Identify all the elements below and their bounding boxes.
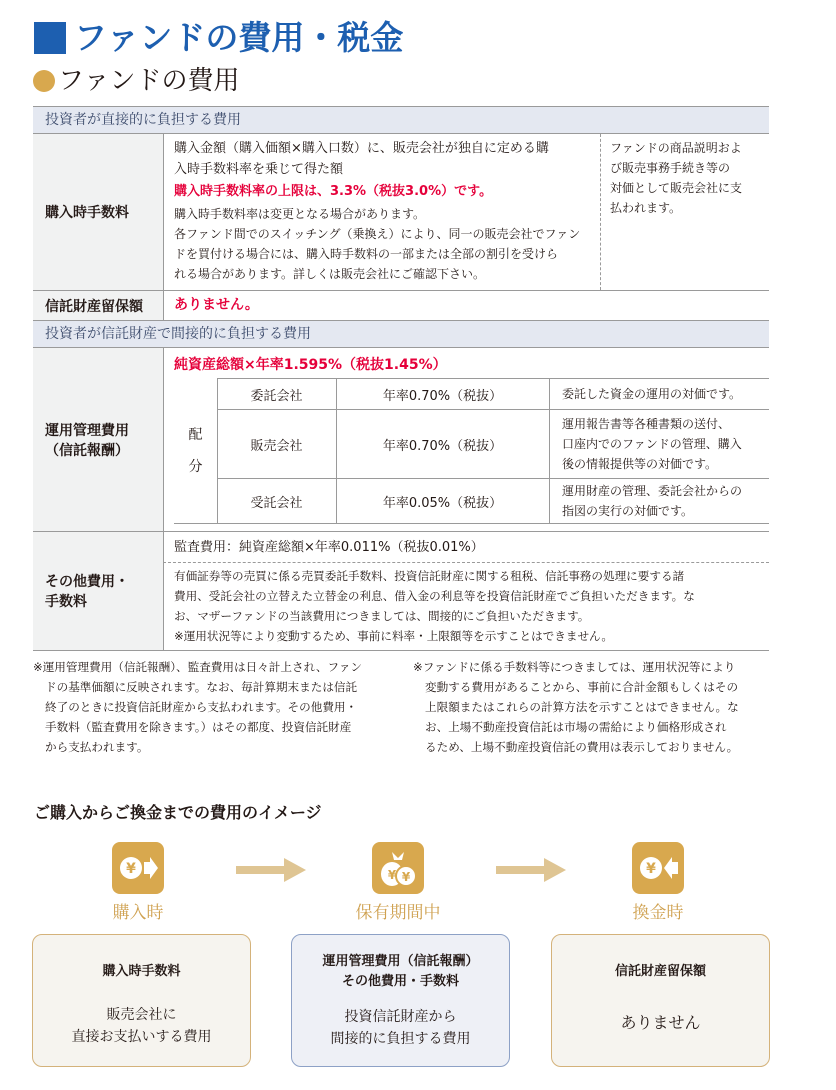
card-title: その他費用・手数料 [341,974,459,989]
footnote-right [413,657,773,757]
footnote-line: 手数料（監査費用を除きます。）はその都度、投資信託財産 [45,720,352,734]
table-border [163,134,164,290]
purchase-line: 購入金額（購入価額×購入口数）に、販売会社が独自に定める購 [174,141,549,156]
allocation-rate: 年率0.70%（税抜） [382,388,503,404]
side-note-line: 払われます。 [610,201,682,215]
purchase-line: 入時手数料率を乗じて得た額 [174,162,344,177]
allocation-label [174,378,217,523]
table-border [163,532,164,650]
allocation-party: 委託会社 [250,388,303,404]
allocation-party: 受託会社 [250,495,303,511]
card-title: 運用管理費用（信託報酬） [322,954,479,969]
management-fee-total: 純資産総額×年率1.595%（税抜1.45%） [174,357,447,373]
allocation-label-char: 配 [188,426,203,443]
direct-cost-band: 投資者が直接的に負担する費用 [33,107,769,133]
other-fees-line: お、マザーファンドの当該費用につきましては、間接的にご負担いただきます。 [174,609,590,623]
footnote-left [33,657,403,757]
purchase-fee-side-note [610,138,770,218]
retention-label: 信託財産留保額 [33,291,163,320]
other-fees-line: 有価証券等の売買に係る売買委託手数料、投資信託財産に関する租税、信託事務の処理に要する諸 [174,569,685,583]
other-fees-label-line: 手数料 [45,594,87,610]
subtitle-dot-marker [33,70,55,92]
footnote-line: から支払われます。 [45,740,149,754]
allocation-desc-line: 運用財産の管理、委託会社からの [562,484,743,498]
card-title: 購入時手数料 [102,964,181,979]
card-body-line: 間接的に負担する費用 [330,1031,471,1047]
footnote-line: ドの基準価額に反映されます。なお、毎計算期末または信託 [45,680,358,694]
svg-text:¥: ¥ [646,861,656,877]
footnote-line: 終了のときに投資信託財産から支払われます。その他費用・ [45,700,358,714]
management-fee-label-line: （信託報酬） [45,442,129,459]
allocation-party: 販売会社 [250,438,303,454]
page-title: ファンドの費用・税金 [74,18,404,57]
footnote-line: 上限額またはこれらの計算方法を示すことはできません。な [425,700,739,714]
other-fees-line: 費用、受託会社の立替えた立替金の利息、借入金の利息等を投資信託財産でご負担いただきます。な [174,589,695,603]
other-fees-description [174,566,769,646]
footnote-line: るため、上場不動産投資信託の費用は表示しておりません。 [425,740,739,754]
card-purchase [32,934,251,1067]
stage-label-holding: 保有期間中 [355,903,441,923]
side-note-line: び販売事務手続き等の [610,161,731,175]
allocation-desc [562,379,741,409]
footnote-line: お、上場不動産投資信託は市場の需給により価格形成され [425,720,727,734]
table-border [163,348,164,531]
allocation-desc-line: 委託した資金の運用の対価です。 [562,387,742,401]
arrow-right-icon [496,858,566,882]
cost-image-title: ご購入からご換金までの費用のイメージ [34,803,322,822]
money-bag-icon [372,842,424,894]
allocation-desc-line: 後の情報提供等の対価です。 [562,457,718,471]
indirect-cost-band: 投資者が信託財産で間接的に負担する費用 [33,321,769,347]
audit-fee: 監査費用：純資産総額×年率0.011%（税抜0.01%） [174,540,484,555]
table-border [600,134,601,290]
retention-value: ありません。 [174,297,259,313]
card-redemption [551,934,770,1067]
allocation-desc-line: 運用報告書等各種書類の送付、 [562,417,731,431]
other-fees-line: ※運用状況等により変動するため、事前に料率・上限額等を示すことはできません。 [174,629,613,643]
purchase-fee-label: 購入時手数料 [33,134,163,290]
management-fee-label [33,348,163,531]
side-note-line: ファンドの商品説明およ [610,141,742,155]
card-body-line: 直接お支払いする費用 [71,1029,212,1045]
table-border [33,650,769,651]
card-body-line: 投資信託財産から [344,1009,457,1025]
allocation-rate: 年率0.05%（税抜） [382,495,503,511]
other-fees-label [33,532,163,650]
card-title: 信託財産留保額 [614,964,706,979]
purchase-note: 各ファンド間でのスイッチング（乗換え）により、同一の販売会社でファン [174,227,581,241]
card-holding [291,934,510,1067]
section-subtitle: ファンドの費用 [58,66,240,96]
allocation-desc-line: 口座内でのファンドの管理、購入 [562,437,742,451]
management-fee-label-line: 運用管理費用 [45,422,129,439]
allocation-desc [562,410,742,478]
table-border [163,291,164,320]
table-border [174,523,769,524]
yen-arrow-out-icon [632,842,684,894]
svg-text:¥: ¥ [126,861,136,877]
svg-text:¥: ¥ [387,868,397,882]
footnote-line: ※運用管理費用（信託報酬）、監査費用は日々計上され、ファン [33,660,363,674]
stage-label-purchase: 購入時 [112,903,164,923]
footnote-line: 変動する費用があることから、事前に合計金額もしくはその [425,680,739,694]
allocation-label-char: 分 [188,458,203,475]
other-fees-label-line: その他費用・ [45,574,129,590]
side-note-line: 対価として販売会社に支 [610,181,743,195]
table-border [549,378,550,523]
yen-arrow-in-icon [112,842,164,894]
purchase-fee-description [174,138,594,284]
table-border [163,562,769,563]
purchase-note: ドを買付ける場合には、購入時手数料の一部または全部の割引を受けら [174,247,559,261]
purchase-note: れる場合があります。詳しくは販売会社にご確認下さい。 [174,267,486,281]
arrow-right-icon [236,858,306,882]
purchase-note: 購入時手数料率は変更となる場合があります。 [174,207,426,221]
allocation-desc-line: 指図の実行の対価です。 [562,504,694,518]
card-body-line: ありません [620,1013,701,1032]
allocation-rate: 年率0.70%（税抜） [382,438,503,454]
allocation-desc [562,479,742,523]
svg-text:¥: ¥ [401,870,411,884]
title-square-marker [34,22,66,54]
purchase-cap: 購入時手数料率の上限は、3.3%（税抜3.0%）です。 [174,184,493,199]
footnote-line: ※ファンドに係る手数料等につきましては、運用状況等により [413,660,736,674]
card-body-line: 販売会社に [106,1007,177,1023]
stage-label-redemption: 換金時 [632,903,684,923]
